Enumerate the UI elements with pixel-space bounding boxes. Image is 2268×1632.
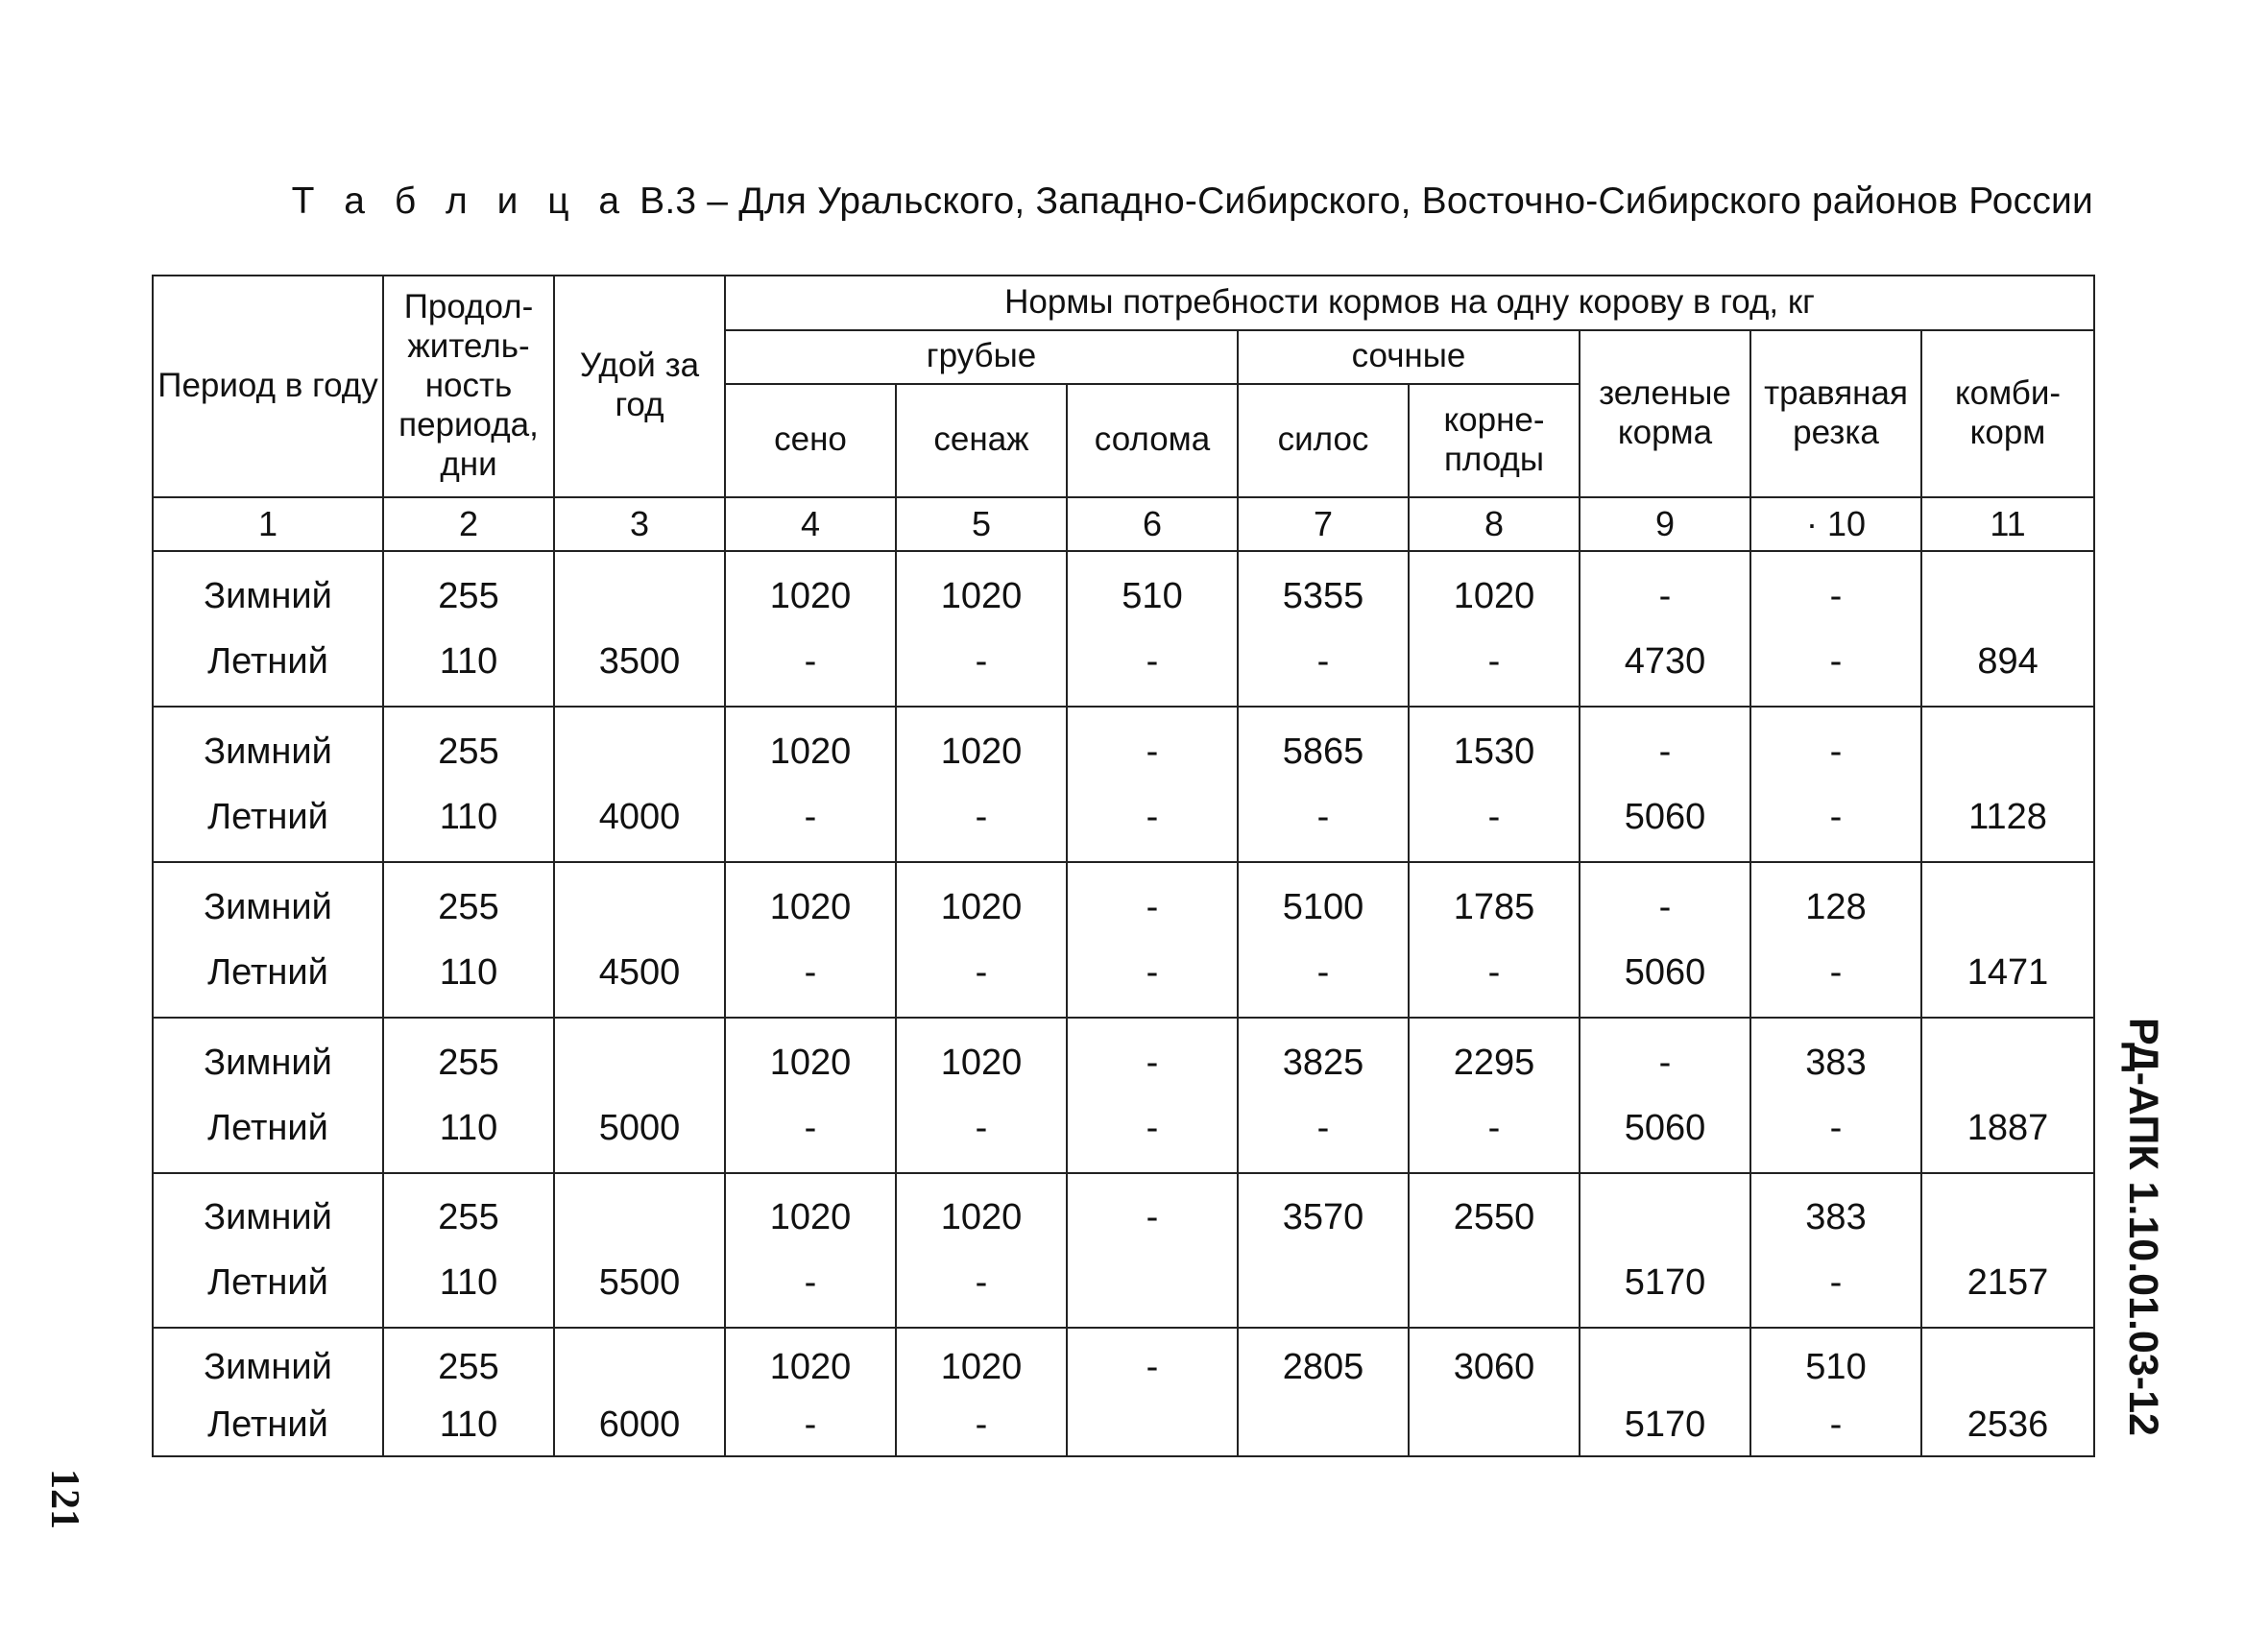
roots-cell bbox=[1409, 1173, 1580, 1329]
cell-value: 5170 bbox=[1624, 1404, 1706, 1446]
header-row-1 bbox=[153, 276, 2094, 330]
cell-value: 1128 bbox=[1968, 796, 2047, 837]
cell-value: - bbox=[975, 1262, 988, 1304]
combi-cell bbox=[1921, 551, 2094, 707]
cell-value: - bbox=[1658, 1042, 1672, 1083]
cell-value: 5355 bbox=[1282, 576, 1364, 617]
cell-value: 255 bbox=[438, 576, 499, 617]
cell-value: 2295 bbox=[1453, 1042, 1535, 1083]
cell-value bbox=[555, 1185, 724, 1250]
cell-value: - bbox=[804, 1404, 817, 1446]
cell-value: 510 bbox=[1122, 576, 1183, 617]
cell-value: - bbox=[1487, 796, 1501, 837]
silage-cell bbox=[1238, 862, 1409, 1018]
straw-cell bbox=[1067, 1173, 1238, 1329]
cell-value: 5060 bbox=[1624, 796, 1706, 837]
cell-value: Зимний bbox=[204, 1197, 332, 1238]
header-coarse: грубые bbox=[725, 330, 1238, 385]
column-number-row bbox=[153, 497, 2094, 552]
period-cell bbox=[153, 1018, 383, 1173]
cell-value: 1020 bbox=[769, 1197, 852, 1238]
cell-value: - bbox=[1658, 731, 1672, 772]
cell-value: 255 bbox=[438, 886, 499, 927]
page-number: 121 bbox=[42, 1469, 86, 1529]
cell-value: Летний bbox=[207, 796, 328, 837]
green-cell bbox=[1580, 1328, 1750, 1456]
cell-value: - bbox=[1146, 796, 1159, 837]
data-group-row bbox=[153, 1018, 2094, 1173]
hay-cell bbox=[725, 707, 896, 862]
cell-value: Летний bbox=[207, 1107, 328, 1148]
cell-value: 1530 bbox=[1453, 731, 1535, 772]
grass-cell bbox=[1750, 707, 1921, 862]
cell-value: - bbox=[1316, 641, 1330, 683]
cell-value: - bbox=[1316, 1107, 1330, 1148]
cell-value: 2805 bbox=[1282, 1347, 1364, 1388]
cell-value bbox=[1239, 1250, 1408, 1315]
roots-cell bbox=[1409, 1018, 1580, 1173]
cell-value bbox=[555, 875, 724, 940]
header-straw: солома bbox=[1067, 384, 1238, 496]
cell-value: 1471 bbox=[1966, 951, 2049, 993]
column-number: 9 bbox=[1580, 497, 1750, 552]
cell-value: 110 bbox=[439, 1262, 498, 1304]
cell-value: 110 bbox=[439, 1107, 498, 1148]
column-number: 1 bbox=[153, 497, 383, 552]
cell-value: 894 bbox=[1977, 641, 2039, 683]
cell-value: - bbox=[804, 641, 817, 683]
column-number: 5 bbox=[896, 497, 1067, 552]
data-group-row bbox=[153, 1328, 2094, 1456]
roots-cell bbox=[1409, 1328, 1580, 1456]
haylage-cell bbox=[896, 1018, 1067, 1173]
roots-cell bbox=[1409, 707, 1580, 862]
cell-value: Летний bbox=[207, 1404, 328, 1446]
duration-cell bbox=[383, 1018, 554, 1173]
cell-value: Зимний bbox=[204, 886, 332, 927]
cell-value: - bbox=[1829, 1262, 1843, 1304]
cell-value: - bbox=[1146, 951, 1159, 993]
cell-value: Летний bbox=[207, 951, 328, 993]
combi-cell bbox=[1921, 1173, 2094, 1329]
cell-value: - bbox=[804, 951, 817, 993]
grass-cell bbox=[1750, 1328, 1921, 1456]
cell-value bbox=[1580, 1185, 1749, 1250]
grass-cell bbox=[1750, 1173, 1921, 1329]
duration-cell bbox=[383, 1328, 554, 1456]
cell-value: 128 bbox=[1805, 886, 1867, 927]
cell-value: 3825 bbox=[1282, 1042, 1364, 1083]
cell-value: - bbox=[975, 641, 988, 683]
cell-value: - bbox=[1658, 576, 1672, 617]
header-grass: травяная резка bbox=[1750, 330, 1921, 497]
cell-value: - bbox=[1829, 641, 1843, 683]
hay-cell bbox=[725, 1018, 896, 1173]
cell-value bbox=[1922, 875, 2093, 940]
cell-value: - bbox=[1829, 796, 1843, 837]
cell-value: 110 bbox=[439, 641, 498, 683]
roots-cell bbox=[1409, 551, 1580, 707]
cell-value: 110 bbox=[439, 1404, 498, 1446]
cell-value: 3570 bbox=[1282, 1197, 1364, 1238]
straw-cell bbox=[1067, 551, 1238, 707]
table-body bbox=[153, 276, 2094, 1456]
duration-cell bbox=[383, 862, 554, 1018]
combi-cell bbox=[1921, 1018, 2094, 1173]
straw-cell bbox=[1067, 1328, 1238, 1456]
cell-value: 1020 bbox=[769, 576, 852, 617]
roots-cell bbox=[1409, 862, 1580, 1018]
header-green: зеленые корма bbox=[1580, 330, 1750, 497]
period-cell bbox=[153, 707, 383, 862]
cell-value bbox=[1922, 1030, 2093, 1095]
cell-value: Зимний bbox=[204, 1042, 332, 1083]
cell-value bbox=[1922, 719, 2093, 784]
header-duration: Продол-житель-ность периода, дни bbox=[383, 276, 554, 497]
cell-value: - bbox=[1487, 1107, 1501, 1148]
cell-value bbox=[1068, 1250, 1237, 1315]
cell-value: 510 bbox=[1805, 1347, 1867, 1388]
haylage-cell bbox=[896, 551, 1067, 707]
straw-cell bbox=[1067, 707, 1238, 862]
column-number: 3 bbox=[554, 497, 725, 552]
cell-value: 6000 bbox=[598, 1404, 681, 1446]
combi-cell bbox=[1921, 862, 2094, 1018]
cell-value: 1020 bbox=[940, 576, 1023, 617]
header-yield: Удой за год bbox=[554, 276, 725, 497]
period-cell bbox=[153, 1328, 383, 1456]
haylage-cell bbox=[896, 707, 1067, 862]
period-cell bbox=[153, 1173, 383, 1329]
green-cell bbox=[1580, 1173, 1750, 1329]
cell-value: 5000 bbox=[598, 1107, 681, 1148]
cell-value: 255 bbox=[438, 1197, 499, 1238]
haylage-cell bbox=[896, 1328, 1067, 1456]
period-cell bbox=[153, 862, 383, 1018]
cell-value: 5060 bbox=[1624, 1107, 1706, 1148]
combi-cell bbox=[1921, 707, 2094, 862]
cell-value: 1020 bbox=[769, 731, 852, 772]
grass-cell bbox=[1750, 862, 1921, 1018]
yield-cell bbox=[554, 862, 725, 1018]
cell-value bbox=[1922, 1338, 2093, 1396]
straw-cell bbox=[1067, 1018, 1238, 1173]
cell-value: 5500 bbox=[598, 1262, 681, 1304]
cell-value: - bbox=[1658, 886, 1672, 927]
cell-value: - bbox=[1316, 951, 1330, 993]
cell-value: 1020 bbox=[940, 731, 1023, 772]
header-norms: Нормы потребности кормов на одну корову в год, кг bbox=[725, 276, 2094, 330]
cell-value: 2157 bbox=[1966, 1262, 2049, 1304]
yield-cell bbox=[554, 551, 725, 707]
cell-value: 1020 bbox=[1453, 576, 1535, 617]
cell-value: - bbox=[1146, 1107, 1159, 1148]
cell-value: - bbox=[1146, 731, 1159, 772]
straw-cell bbox=[1067, 862, 1238, 1018]
column-number: 11 bbox=[1921, 497, 2094, 552]
cell-value bbox=[1922, 564, 2093, 629]
cell-value: - bbox=[804, 1262, 817, 1304]
column-number: 2 bbox=[383, 497, 554, 552]
column-number: 4 bbox=[725, 497, 896, 552]
cell-value: 1020 bbox=[769, 1347, 852, 1388]
hay-cell bbox=[725, 1173, 896, 1329]
cell-value: - bbox=[1829, 1404, 1843, 1446]
cell-value: 255 bbox=[438, 1042, 499, 1083]
yield-cell bbox=[554, 707, 725, 862]
cell-value: 3500 bbox=[598, 641, 681, 683]
silage-cell bbox=[1238, 1018, 1409, 1173]
silage-cell bbox=[1238, 551, 1409, 707]
cell-value bbox=[1068, 1396, 1237, 1453]
cell-value: 1020 bbox=[940, 1347, 1023, 1388]
header-haylage: сенаж bbox=[896, 384, 1067, 496]
cell-value: - bbox=[1829, 951, 1843, 993]
cell-value: Зимний bbox=[204, 731, 332, 772]
cell-value bbox=[555, 564, 724, 629]
data-group-row bbox=[153, 551, 2094, 707]
cell-value: - bbox=[1487, 951, 1501, 993]
cell-value bbox=[1580, 1338, 1749, 1396]
data-group-row bbox=[153, 707, 2094, 862]
cell-value: - bbox=[1146, 1197, 1159, 1238]
table-title-prefix: Т а б л и ц а bbox=[291, 180, 630, 222]
document-code: РД-АПК 1.10.01.03-12 bbox=[2120, 1018, 2166, 1436]
cell-value: 1020 bbox=[940, 1197, 1023, 1238]
duration-cell bbox=[383, 707, 554, 862]
cell-value: 1020 bbox=[940, 1042, 1023, 1083]
table-title bbox=[0, 180, 2093, 223]
cell-value: - bbox=[1316, 796, 1330, 837]
cell-value: 1020 bbox=[769, 886, 852, 927]
cell-value bbox=[555, 1338, 724, 1396]
cell-value: - bbox=[1829, 1107, 1843, 1148]
cell-value bbox=[1239, 1396, 1408, 1453]
silage-cell bbox=[1238, 707, 1409, 862]
silage-cell bbox=[1238, 1173, 1409, 1329]
feed-norms-table bbox=[152, 275, 2095, 1457]
hay-cell bbox=[725, 1328, 896, 1456]
yield-cell bbox=[554, 1018, 725, 1173]
cell-value: 3060 bbox=[1453, 1347, 1535, 1388]
cell-value: Летний bbox=[207, 641, 328, 683]
cell-value: 2550 bbox=[1453, 1197, 1535, 1238]
cell-value: 110 bbox=[439, 796, 498, 837]
green-cell bbox=[1580, 862, 1750, 1018]
header-hay: сено bbox=[725, 384, 896, 496]
header-period: Период в году bbox=[153, 276, 383, 497]
header-silage: силос bbox=[1238, 384, 1409, 496]
cell-value: - bbox=[975, 951, 988, 993]
cell-value: Зимний bbox=[204, 576, 332, 617]
column-number: 7 bbox=[1238, 497, 1409, 552]
cell-value bbox=[555, 719, 724, 784]
period-cell bbox=[153, 551, 383, 707]
cell-value: - bbox=[1829, 731, 1843, 772]
grass-cell bbox=[1750, 551, 1921, 707]
cell-value: - bbox=[975, 796, 988, 837]
yield-cell bbox=[554, 1173, 725, 1329]
duration-cell bbox=[383, 1173, 554, 1329]
cell-value bbox=[1410, 1396, 1579, 1453]
cell-value: 1785 bbox=[1453, 886, 1535, 927]
hay-cell bbox=[725, 862, 896, 1018]
cell-value: - bbox=[975, 1404, 988, 1446]
cell-value: Летний bbox=[207, 1262, 328, 1304]
cell-value: 4500 bbox=[598, 951, 681, 993]
cell-value: 5865 bbox=[1282, 731, 1364, 772]
cell-value: 383 bbox=[1805, 1197, 1867, 1238]
header-combi: комби-корм bbox=[1921, 330, 2094, 497]
column-number: 6 bbox=[1067, 497, 1238, 552]
green-cell bbox=[1580, 551, 1750, 707]
cell-value bbox=[555, 1030, 724, 1095]
green-cell bbox=[1580, 1018, 1750, 1173]
hay-cell bbox=[725, 551, 896, 707]
cell-value bbox=[1410, 1250, 1579, 1315]
cell-value: 255 bbox=[438, 731, 499, 772]
column-number: · 10 bbox=[1750, 497, 1921, 552]
cell-value: - bbox=[1146, 1042, 1159, 1083]
duration-cell bbox=[383, 551, 554, 707]
cell-value: 5060 bbox=[1624, 951, 1706, 993]
table-title-text: В.3 – Для Уральского, Западно-Сибирского, Восточно-Сибирского районов России bbox=[639, 180, 2093, 222]
cell-value: Зимний bbox=[204, 1347, 332, 1388]
cell-value: - bbox=[804, 796, 817, 837]
cell-value: 4730 bbox=[1624, 641, 1706, 683]
cell-value: - bbox=[1487, 641, 1501, 683]
cell-value: - bbox=[804, 1107, 817, 1148]
cell-value: - bbox=[1146, 886, 1159, 927]
cell-value: - bbox=[975, 1107, 988, 1148]
cell-value: - bbox=[1146, 641, 1159, 683]
cell-value: 1020 bbox=[769, 1042, 852, 1083]
column-number: 8 bbox=[1409, 497, 1580, 552]
cell-value: 4000 bbox=[598, 796, 681, 837]
cell-value: 383 bbox=[1805, 1042, 1867, 1083]
combi-cell bbox=[1921, 1328, 2094, 1456]
green-cell bbox=[1580, 707, 1750, 862]
cell-value: 110 bbox=[439, 951, 498, 993]
data-group-row bbox=[153, 1173, 2094, 1329]
data-group-row bbox=[153, 862, 2094, 1018]
cell-value: 2536 bbox=[1966, 1404, 2049, 1446]
silage-cell bbox=[1238, 1328, 1409, 1456]
cell-value: 1887 bbox=[1966, 1107, 2049, 1148]
cell-value: 1020 bbox=[940, 886, 1023, 927]
grass-cell bbox=[1750, 1018, 1921, 1173]
header-succulent: сочные bbox=[1238, 330, 1580, 385]
cell-value: 5170 bbox=[1624, 1262, 1706, 1304]
haylage-cell bbox=[896, 862, 1067, 1018]
cell-value: - bbox=[1146, 1347, 1159, 1388]
cell-value bbox=[1922, 1185, 2093, 1250]
cell-value: 255 bbox=[438, 1347, 499, 1388]
cell-value: - bbox=[1829, 576, 1843, 617]
yield-cell bbox=[554, 1328, 725, 1456]
haylage-cell bbox=[896, 1173, 1067, 1329]
cell-value: 5100 bbox=[1282, 886, 1364, 927]
header-roots: корне-плоды bbox=[1409, 384, 1580, 496]
